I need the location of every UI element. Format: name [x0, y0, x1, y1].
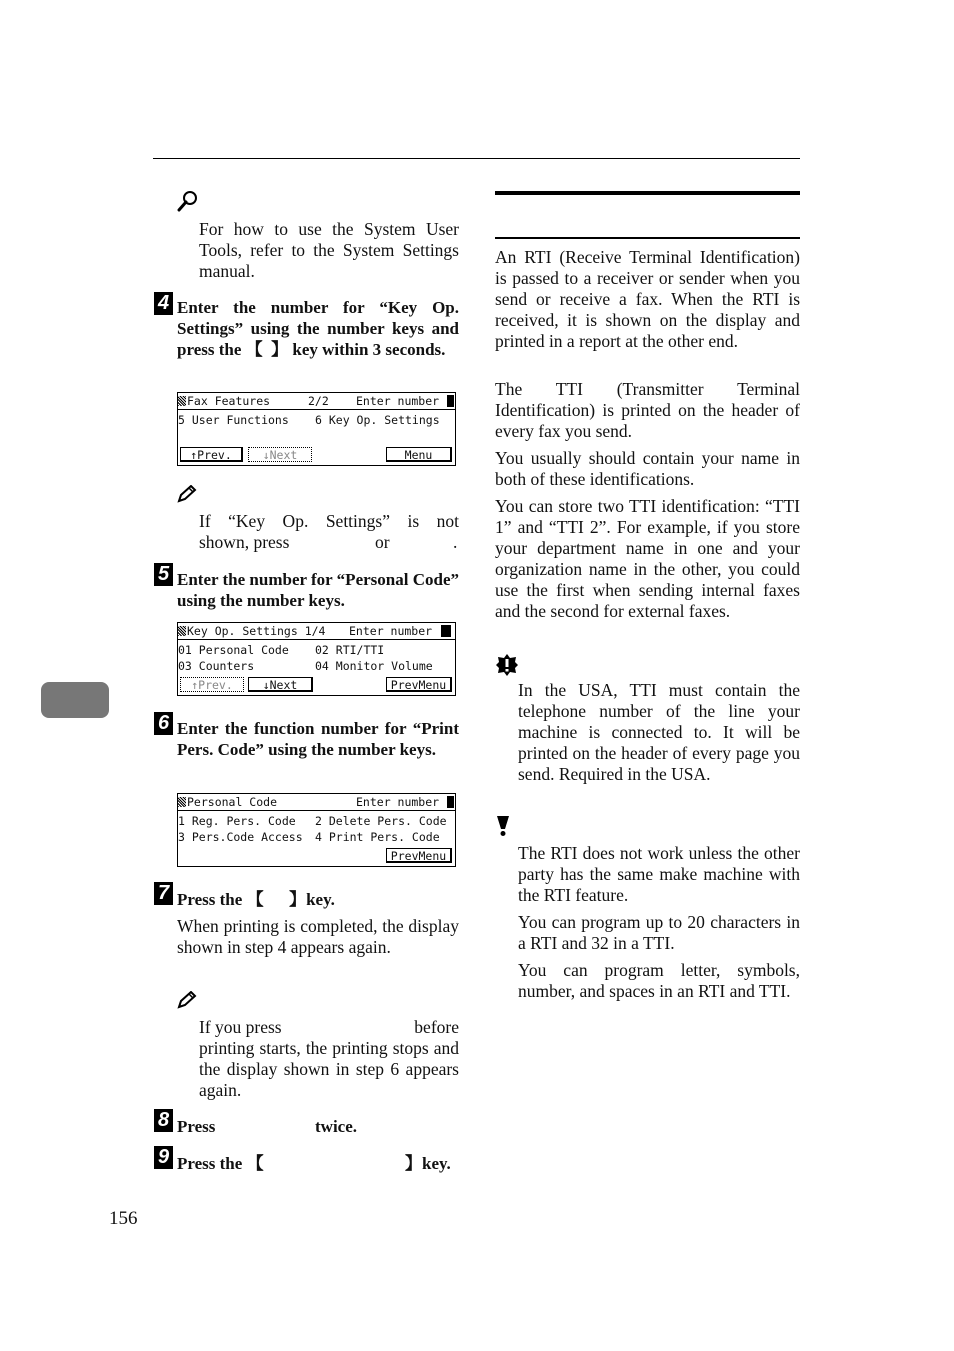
step-7-result: When printing is completed, the display shown in step 4 appears again. [177, 916, 459, 957]
lcd-prompt: Enter number [356, 394, 440, 408]
lcd-cursor [447, 395, 454, 407]
step-5-instruction: Enter the number for “Personal Code” using the number keys. [177, 570, 459, 610]
lcd-separator [178, 409, 455, 410]
chapter-tab [41, 682, 109, 718]
important-note: In the USA, TTI must contain the telephone number of the line your machine is connected to. It will be printed on the header of every page you send. Required in the USA. [518, 680, 800, 784]
lcd-prev-button[interactable]: ↑Prev. [180, 447, 243, 462]
step-7-number: 7 [154, 882, 173, 905]
lcd-menu-button[interactable]: Menu [386, 447, 452, 462]
lcd-prompt: Enter number [349, 624, 433, 638]
lcd-separator [178, 639, 455, 640]
lcd-line-1: Key Op. Settings 1/4 [178, 624, 325, 638]
grid-icon [178, 797, 186, 807]
lcd-prev-button[interactable]: ↑Prev. [180, 677, 244, 692]
lcd-line-1: Personal Code [178, 795, 277, 809]
tti-paragraph: The TTI (Transmitter Terminal Identification) is printed on the header of every fax you send. [495, 379, 800, 441]
note-icon [177, 991, 197, 1009]
step-8-number: 8 [154, 1109, 173, 1132]
lcd-option-01: 01 Personal Code [178, 643, 289, 657]
lcd-next-button[interactable]: ↓Next [248, 447, 312, 462]
step-6-number: 6 [154, 712, 173, 735]
rti-paragraph: An RTI (Receive Terminal Identification) is passed to a receiver or sender when you send or receive a fax. When the RTI is received, it is shown on the display and printed in a report at the other end. [495, 247, 800, 351]
step-6-instruction: Enter the function number for “Print Pers. Code” using the number keys. [177, 719, 459, 759]
lcd-option-04: 04 Monitor Volume [315, 659, 433, 673]
lcd-option-4: 4 Print Pers. Code [315, 830, 440, 844]
limitation-2: You can program up to 20 characters in a RTI and 32 in a TTI. [518, 912, 800, 953]
limitation-1: The RTI does not work unless the other party has the same make machine with the RTI feature. [518, 843, 800, 905]
lcd-option-1: 1 Reg. Pers. Code [178, 814, 296, 828]
step-5-number: 5 [154, 563, 173, 586]
lcd-cursor [441, 625, 451, 637]
limitation-icon [495, 815, 511, 837]
step-8-instruction: Press twice. [177, 1117, 358, 1136]
section-rule-thick [495, 191, 800, 195]
lcd-option-02: 02 RTI/TTI [315, 643, 385, 657]
note-key-op: If “Key Op. Settings” is not shown, press or . [199, 511, 459, 552]
lcd-prevmenu-button[interactable]: PrevMenu [386, 677, 452, 692]
name-paragraph: You usually should contain your name in both of these identifications. [495, 448, 800, 489]
lcd-prompt: Enter number [356, 795, 440, 809]
step-4-number: 4 [154, 292, 173, 315]
step-9-number: 9 [154, 1146, 173, 1169]
header-rule [153, 158, 800, 159]
note-stop-printing: If you press before printing starts, the printing stops and the display shown in step 6 appears again. [199, 1017, 459, 1100]
reference-icon [177, 190, 199, 212]
page-number: 156 [109, 1208, 138, 1229]
lcd-key-op-settings [177, 622, 456, 696]
lcd-fax-features [177, 392, 456, 466]
lcd-option-03: 03 Counters [178, 659, 255, 673]
lcd-cursor [447, 796, 454, 808]
grid-icon [178, 396, 186, 406]
step-9-instruction: Press the 【 】key. [177, 1154, 451, 1173]
lcd-option-2: 2 Delete Pers. Code [315, 814, 447, 828]
lcd-line-1: Fax Features [178, 394, 270, 408]
two-tti-paragraph: You can store two TTI identification: “TTI 1” and “TTI 2”. For example, if you store your department name in one and your organization name in the other, you could use the first when sending internal faxes and the second for external faxes. [495, 496, 800, 621]
section-rule-thin [495, 237, 800, 239]
grid-icon [178, 626, 186, 636]
lcd-next-button[interactable]: ↓Next [248, 677, 313, 692]
lcd-personal-code [177, 793, 456, 867]
lcd-option-6: 6 Key Op. Settings [315, 413, 440, 427]
lcd-separator [178, 810, 455, 811]
lcd-prevmenu-button[interactable]: PrevMenu [386, 848, 452, 863]
lcd-option-3: 3 Pers.Code Access [178, 830, 303, 844]
step-7-instruction: Press the 【 】key. [177, 890, 335, 909]
important-icon [496, 654, 518, 676]
lcd-page-indicator: 2/2 [308, 394, 329, 408]
step-4-instruction: Enter the number for “Key Op. Settings” using the number keys and press the 【 】 key within 3 seconds. [177, 298, 459, 359]
limitation-3: You can program letter, symbols, number, and spaces in an RTI and TTI. [518, 960, 800, 1001]
lcd-option-5: 5 User Functions [178, 413, 289, 427]
reference-note: For how to use the System User Tools, refer to the System Settings manual. [199, 219, 459, 281]
note-icon [177, 485, 197, 503]
